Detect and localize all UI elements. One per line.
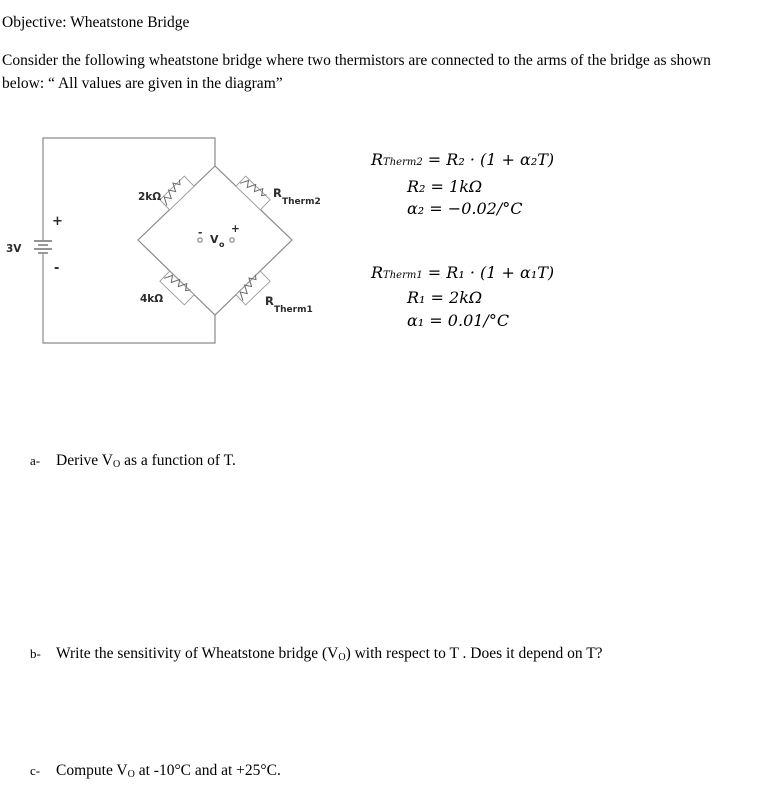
vo-subscript: o (219, 240, 225, 249)
question-a-label: a- (30, 453, 41, 468)
svg-text:Therm2: Therm2 (282, 197, 321, 207)
question-a: a- Derive $V_O$ as a function of T. (30, 452, 236, 470)
vo-plus-sign: + (231, 223, 240, 235)
therm1-equation: RTherm1 = R₁ · (1 + α₁T) (371, 263, 555, 282)
question-b-label: b- (30, 646, 41, 661)
question-b: b- Write the sensitivity of Wheatstone bridge $(V_O)$ with respect to T . Does it depend on T? (30, 645, 603, 663)
vo-label: V (210, 233, 219, 246)
alpha1-value: α₁ = 0.01/°C (407, 311, 510, 330)
r-top-left-label: 2kΩ (138, 191, 162, 203)
page-title: Objective: Wheatstone Bridge (2, 14, 190, 31)
svg-text:R: R (273, 186, 282, 200)
svg-text:R: R (265, 294, 274, 308)
r2-value: R₂ = 1kΩ (407, 177, 483, 196)
alpha2-value: α₂ = −0.02/°C (407, 199, 523, 218)
source-voltage-label: 3V (6, 243, 22, 255)
question-c-label: c- (30, 763, 41, 778)
r1-value: R₁ = 2kΩ (407, 288, 483, 307)
intro-paragraph: Consider the following wheatstone bridge where two thermistors are connected to the arms of the bridge as shown below: “ All values are given in the diagram” (2, 52, 711, 92)
battery-minus-sign: - (54, 261, 60, 276)
svg-text:Therm1: Therm1 (274, 305, 313, 315)
wheatstone-bridge-diagram (0, 128, 345, 353)
question-c: c- Compute $V_O$ at -10°C and at +25°C. (30, 762, 281, 780)
battery-plus-sign: + (52, 214, 63, 229)
therm2-equation: RTherm2 = R₂ · (1 + α₂T) (371, 150, 555, 169)
vo-minus-sign: - (198, 227, 203, 239)
r-bottom-left-label: 4kΩ (140, 293, 164, 305)
